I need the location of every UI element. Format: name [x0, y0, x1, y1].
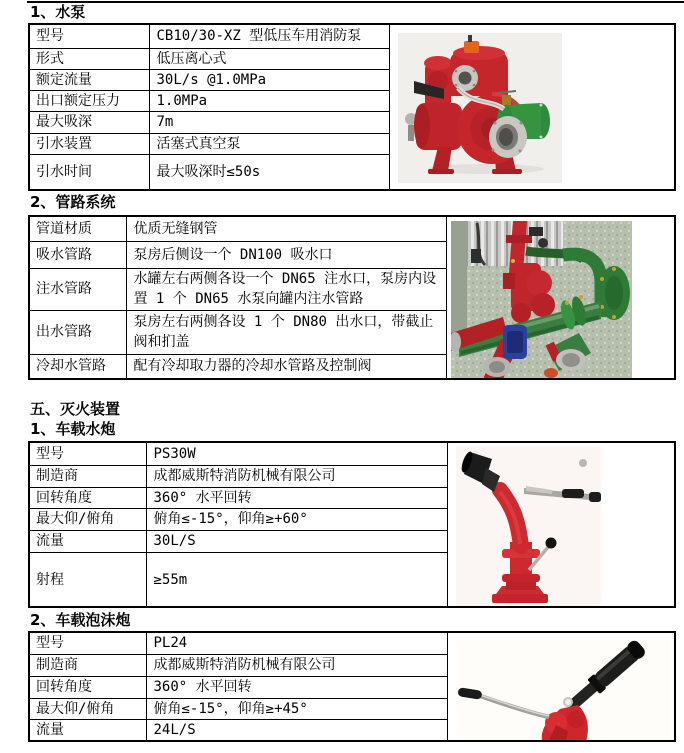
pump-bay-piping-photo	[451, 221, 632, 379]
table-row	[29, 632, 675, 654]
spec-value: 成都威斯特消防机械有限公司	[146, 465, 447, 487]
spec-value: 俯角≤-15°，仰角≥+45°	[146, 698, 447, 719]
spec-label: 射程	[29, 552, 146, 607]
piping-spec-table	[28, 215, 676, 380]
spec-label: 引水时间	[29, 154, 149, 190]
spec-label: 制造商	[29, 654, 146, 676]
spec-value: 水罐左右两侧各设一个 DN65 注水口，泵房内设置 1 个 DN65 水泵向罐内注水管路	[126, 268, 446, 310]
spec-label: 回转角度	[29, 487, 146, 508]
spec-value: 最大吸深时≤50s	[149, 154, 389, 190]
spec-label: 吸水管路	[29, 241, 126, 268]
spec-value: 配有冷却取力器的冷却水管路及控制阀	[126, 354, 446, 379]
spec-value: 活塞式真空泵	[149, 133, 389, 154]
table-row	[29, 442, 675, 465]
spec-value: PS30W	[146, 442, 447, 465]
spec-label: 流量	[29, 530, 146, 552]
spec-value: 24L/S	[146, 719, 447, 741]
water-cannon-photo	[456, 446, 601, 606]
spec-label: 流量	[29, 719, 146, 741]
water-cannon-heading: 1、车载水炮	[30, 420, 116, 438]
foam-cannon-heading: 2、车载泡沫炮	[30, 611, 131, 629]
spec-label: 注水管路	[29, 268, 126, 310]
spec-value: 1.0MPa	[149, 90, 389, 111]
piping-section-heading: 2、管路系统	[30, 193, 116, 211]
spec-label: 管道材质	[29, 216, 126, 241]
top-rule	[27, 1, 684, 3]
spec-label: 出水管路	[29, 310, 126, 354]
spec-value: 360° 水平回转	[146, 487, 447, 508]
spec-value: 7m	[149, 111, 389, 133]
piping-photo-cell	[446, 216, 675, 379]
water-cannon-photo-cell	[447, 442, 675, 607]
spec-value: 30L/s @1.0MPa	[149, 69, 389, 90]
table-row	[29, 24, 675, 48]
table-row	[29, 216, 675, 241]
spec-label: 制造商	[29, 465, 146, 487]
spec-label: 回转角度	[29, 676, 146, 698]
spec-label: 形式	[29, 48, 149, 69]
spec-label: 最大吸深	[29, 111, 149, 133]
spec-value: 泵房左右两侧各设 1 个 DN80 出水口，带截止阀和扪盖	[126, 310, 446, 354]
spec-value: CB10/30-XZ 型低压车用消防泵	[149, 24, 389, 48]
foam-cannon-spec-table	[28, 631, 676, 742]
fire-pump-photo	[398, 33, 562, 183]
spec-value: 低压离心式	[149, 48, 389, 69]
pump-photo-cell	[389, 24, 675, 190]
water-cannon-spec-table	[28, 441, 676, 608]
spec-label: 型号	[29, 632, 146, 654]
spec-label: 冷却水管路	[29, 354, 126, 379]
foam-cannon-photo	[456, 639, 671, 741]
spec-value: 30L/S	[146, 530, 447, 552]
spec-value: 360° 水平回转	[146, 676, 447, 698]
spec-value: ≥55m	[146, 552, 447, 607]
extinguishing-section-heading: 五、灭火装置	[30, 400, 121, 418]
spec-label: 最大仰/俯角	[29, 508, 146, 530]
spec-label: 额定流量	[29, 69, 149, 90]
spec-value: 优质无缝钢管	[126, 216, 446, 241]
spec-value: PL24	[146, 632, 447, 654]
spec-value: 成都威斯特消防机械有限公司	[146, 654, 447, 676]
spec-value: 俯角≤-15°，仰角≥+60°	[146, 508, 447, 530]
spec-value: 泵房后侧设一个 DN100 吸水口	[126, 241, 446, 268]
pump-spec-table	[28, 23, 676, 191]
spec-label: 型号	[29, 442, 146, 465]
spec-label: 出口额定压力	[29, 90, 149, 111]
spec-label: 最大仰/俯角	[29, 698, 146, 719]
spec-label: 引水装置	[29, 133, 149, 154]
spec-label: 型号	[29, 24, 149, 48]
foam-cannon-photo-cell	[447, 632, 675, 741]
pump-section-heading: 1、水泵	[30, 3, 86, 21]
